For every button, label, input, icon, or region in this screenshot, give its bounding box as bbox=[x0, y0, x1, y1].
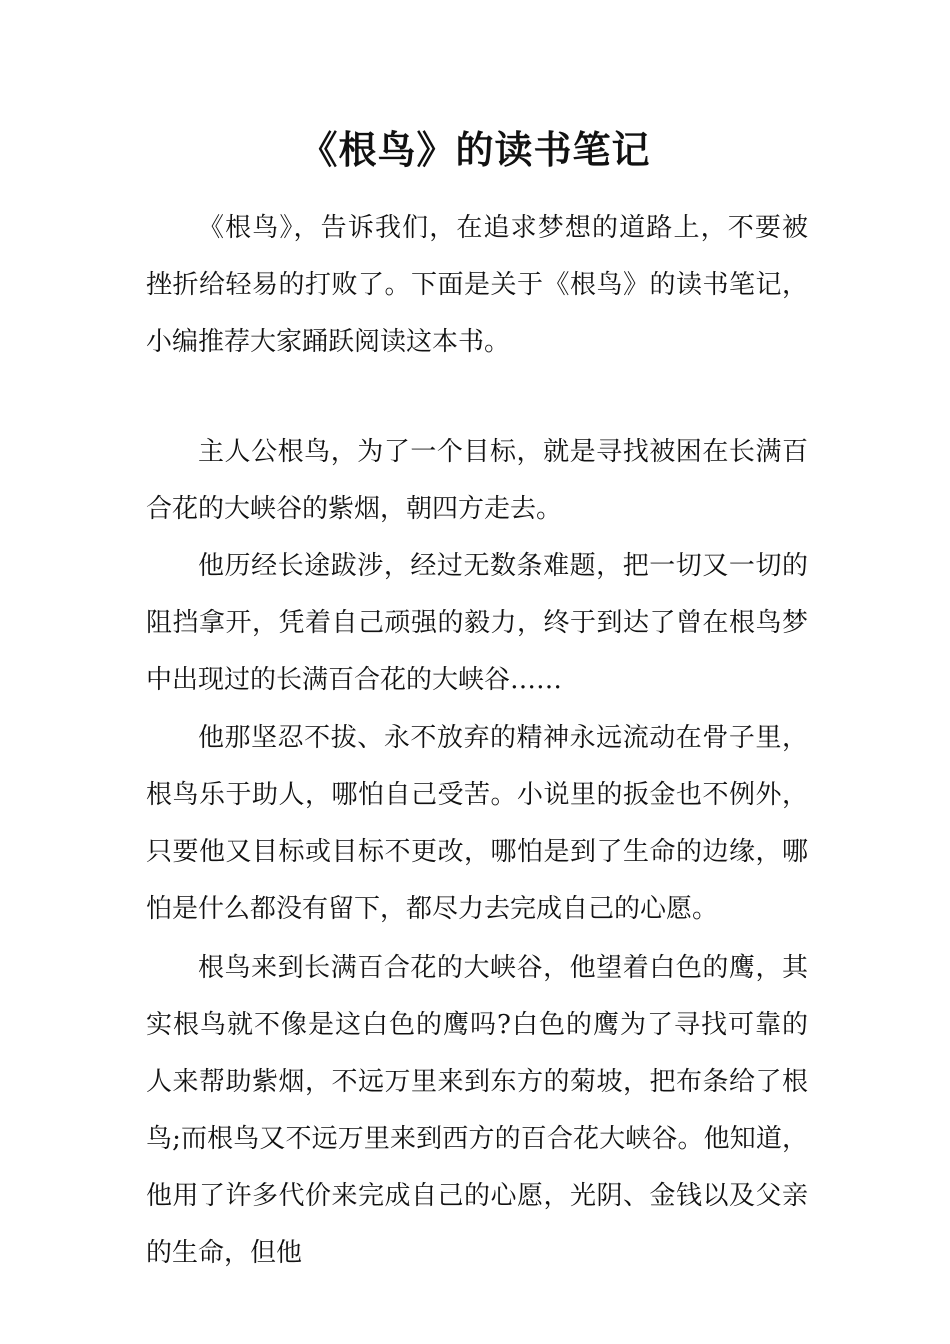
body-paragraph-4: 根鸟来到长满百合花的大峡谷，他望着白色的鹰，其实根鸟就不像是这白色的鹰吗?白色的鹰为了寻找可靠的人来帮助紫烟，不远万里来到东方的菊坡，把布条给了根鸟;而根鸟又不远万里来到西方的百合花大峡谷。他知道，他用了许多代价来完成自己的心愿，光阴、金钱以及父亲的生命，但他 bbox=[146, 953, 808, 1268]
intro-paragraph: 《根鸟》，告诉我们，在追求梦想的道路上，不要被挫折给轻易的打败了。下面是关于《根鸟》的读书笔记，小编推荐大家踊跃阅读这本书。 bbox=[146, 213, 808, 357]
document-title: 《根鸟》的读书笔记 bbox=[299, 127, 651, 172]
body-paragraph-2: 他历经长途跋涉，经过无数条难题，把一切又一切的阻挡拿开，凭着自己顽强的毅力，终于到达了曾在根鸟梦中出现过的长满百合花的大峡谷…… bbox=[146, 551, 808, 695]
body-paragraph-3: 他那坚忍不拔、永不放弃的精神永远流动在骨子里，根鸟乐于助人，哪怕自己受苦。小说里的扳金也不例外，只要他又目标或目标不更改，哪怕是到了生命的边缘，哪怕是什么都没有留下，都尽力去完成自己的心愿。 bbox=[146, 723, 808, 924]
body-paragraph-1: 主人公根鸟，为了一个目标，就是寻找被困在长满百合花的大峡谷的紫烟，朝四方走去。 bbox=[146, 437, 808, 524]
